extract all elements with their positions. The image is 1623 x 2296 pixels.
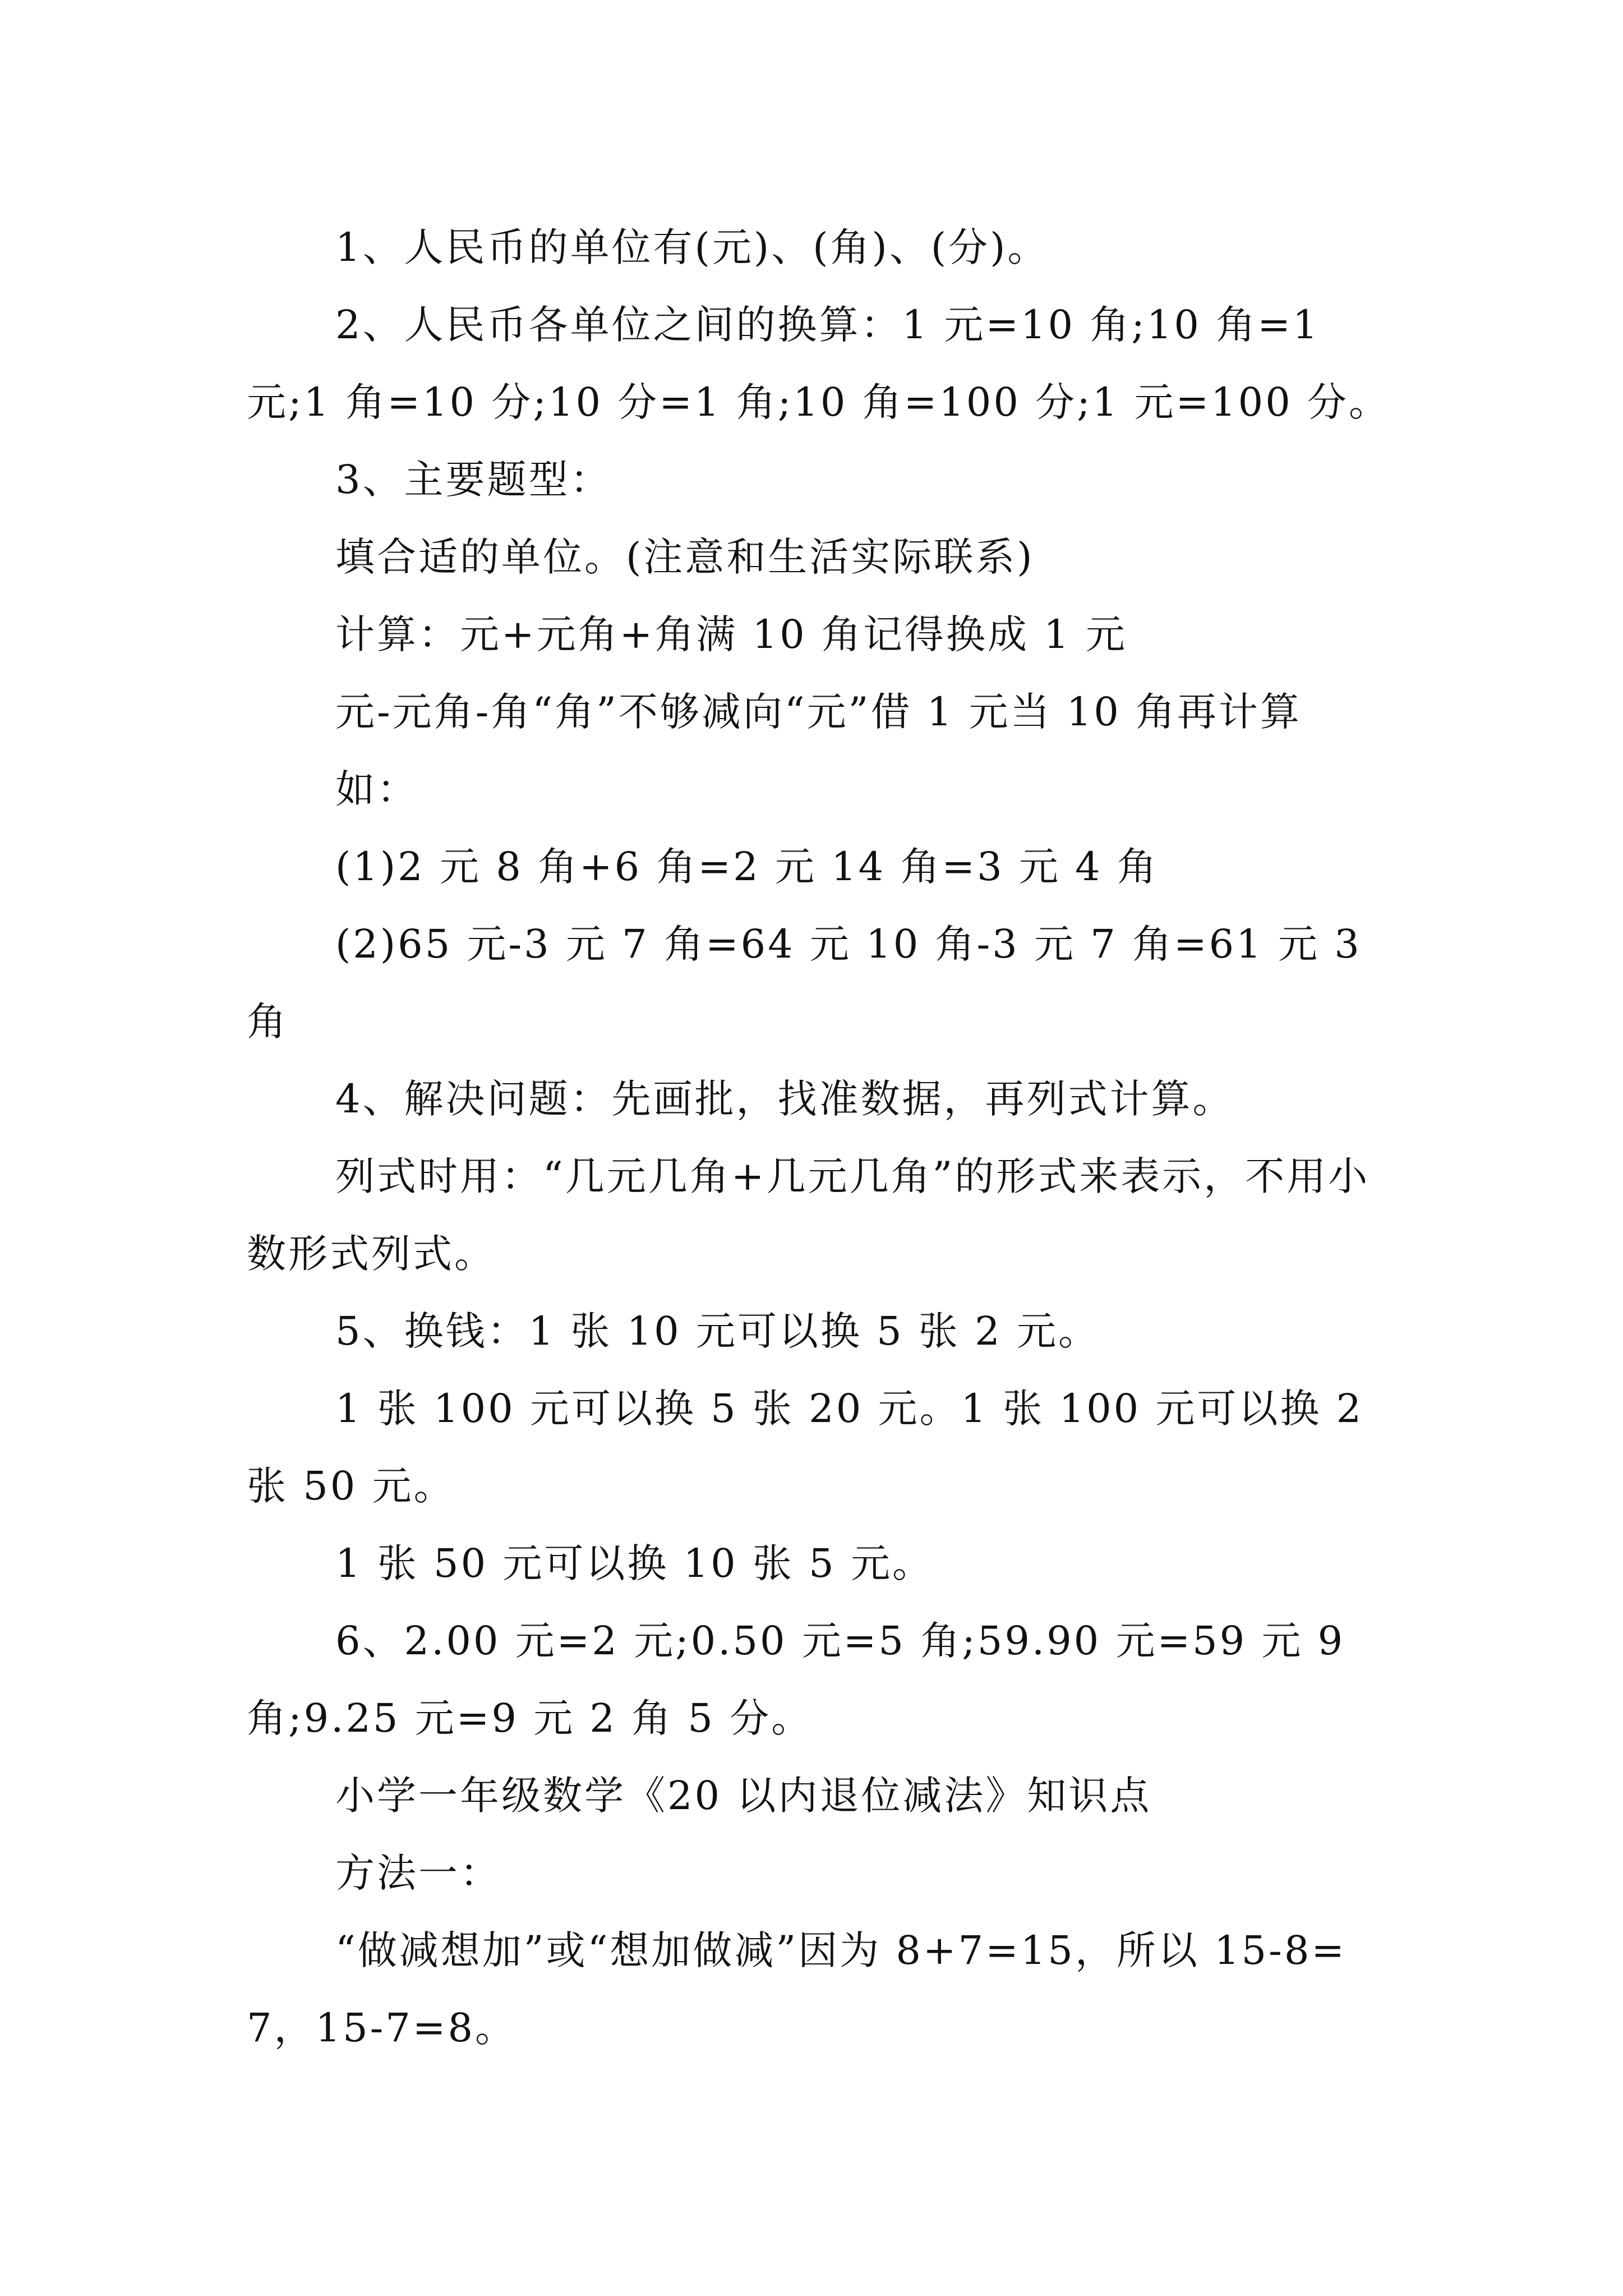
paragraph-example-1: (1)2 元 8 角+6 角=2 元 14 角=3 元 4 角 xyxy=(335,844,1159,890)
paragraph-addition-rule: 计算：元+元角+角满 10 角记得换成 1 元 xyxy=(335,611,1127,657)
paragraph-subtraction-rule: 元-元角-角“角”不够减向“元”借 1 元当 10 角再计算 xyxy=(335,689,1302,735)
paragraph-exchange-50: 1 张 50 元可以换 10 张 5 元。 xyxy=(335,1540,934,1586)
section-title-subtraction: 小学一年级数学《20 以内退位减法》知识点 xyxy=(335,1773,1152,1819)
paragraph-method-one-label: 方法一： xyxy=(335,1850,501,1896)
paragraph-method-one-content: “做减想加”或“想加做减”因为 8+7=15，所以 15-8=7，15-7=8。 xyxy=(247,1927,1347,2051)
paragraph-fill-units: 填合适的单位。(注意和生活实际联系) xyxy=(335,534,1035,580)
paragraph-example-2: (2)65 元-3 元 7 角=64 元 10 角-3 元 7 角=61 元 3 角 xyxy=(247,921,1362,1045)
paragraph-problem-solving: 4、解决问题：先画批，找准数据，再列式计算。 xyxy=(335,1076,1234,1122)
document-body xyxy=(247,209,1391,2067)
paragraph-equation-format: 列式时用：“几元几角+几元几角”的形式来表示，不用小数形式列式。 xyxy=(247,1153,1370,1277)
paragraph-unit-conversion: 2、人民币各单位之间的换算：1 元=10 角;10 角=1 元;1 角=10 分;10 分=1 角;10 角=100 分;1 元=100 分。 xyxy=(247,302,1390,425)
paragraph-example-label: 如： xyxy=(335,766,418,812)
paragraph-currency-units: 1、人民币的单位有(元)、(角)、(分)。 xyxy=(335,224,1049,270)
paragraph-exchange-money: 5、换钱：1 张 10 元可以换 5 张 2 元。 xyxy=(335,1308,1100,1354)
paragraph-question-types-heading: 3、主要题型： xyxy=(335,457,612,503)
paragraph-exchange-100: 1 张 100 元可以换 5 张 20 元。1 张 100 元可以换 2 张 50 元。 xyxy=(247,1386,1364,1509)
paragraph-decimal-conversion: 6、2.00 元=2 元;0.50 元=5 角;59.90 元=59 元 9 角;9.25 元=9 元 2 角 5 分。 xyxy=(247,1618,1345,1741)
